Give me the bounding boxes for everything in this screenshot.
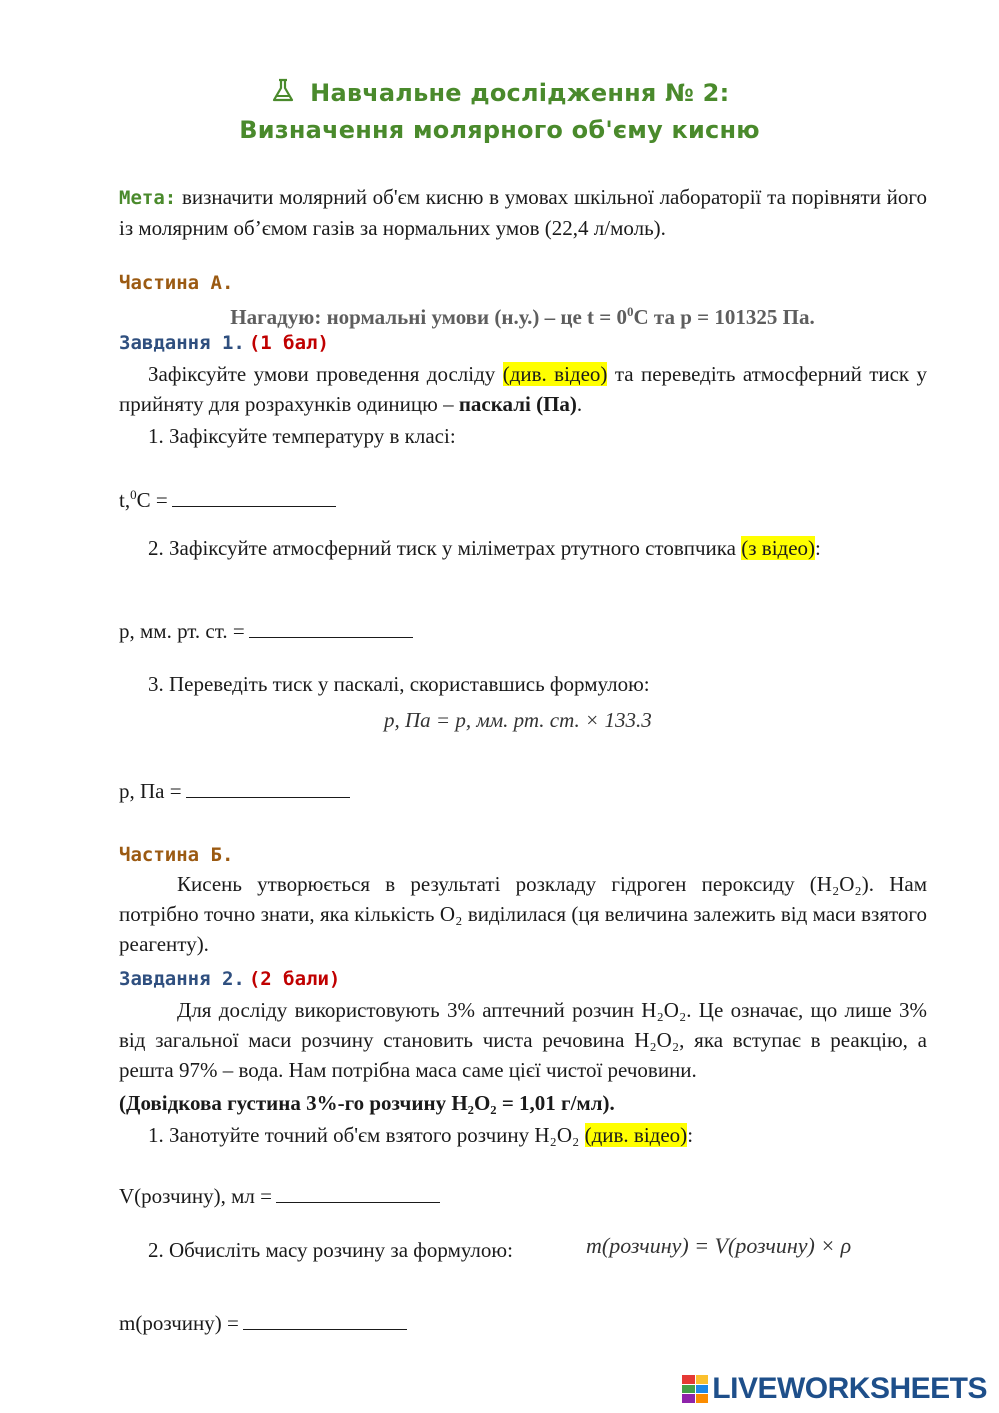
step-a2 bbox=[148, 533, 821, 563]
task2-points: (2 бали) bbox=[248, 968, 341, 990]
task2-heading bbox=[119, 968, 340, 990]
reminder-sup: 0 bbox=[626, 304, 634, 319]
part-b-heading: Частина Б. bbox=[119, 844, 234, 866]
m-label: m(розчину) = bbox=[119, 1311, 239, 1335]
logo-text: LIVEWORKSHEETS bbox=[712, 1372, 987, 1405]
goal-label: Мета: bbox=[119, 187, 177, 209]
task2-paragraph: Для досліду використовують 3% аптечний розчин H₂O₂. Це означає, що лише 3% від загальної маси розчину становить чиста речовина H₂O₂, яка вступає в реакцію, а решта 97% – вода. Нам потрібна маса саме цієї чистої речовини. bbox=[119, 998, 927, 1082]
task1-points: (1 бал) bbox=[248, 332, 329, 354]
mass-field[interactable] bbox=[119, 1308, 407, 1338]
logo-badge-icon bbox=[682, 1375, 708, 1403]
step-b2: 2. Обчисліть масу розчину за формулою: bbox=[148, 1238, 513, 1262]
goal-paragraph bbox=[119, 182, 927, 243]
step-b1-end: : bbox=[687, 1123, 694, 1147]
goal-text: визначити молярний об'єм кисню в умовах шкільної лабораторії та порівняти його із молярним об’ємом газів за нормальних умов (22,4 л/моль). bbox=[119, 185, 928, 240]
reminder-text bbox=[0, 297, 999, 332]
task1-paragraph bbox=[119, 359, 927, 419]
step-a2-text: 2. Зафіксуйте атмосферний тиск у міліметрах ртутного стовпчика bbox=[148, 536, 736, 560]
volume-field[interactable] bbox=[119, 1181, 440, 1211]
flask-icon bbox=[270, 79, 311, 107]
v-label: V(розчину), мл = bbox=[119, 1184, 272, 1208]
reminder-end: C та p = 101325 Па. bbox=[633, 305, 815, 329]
pressure-pa-field[interactable] bbox=[119, 776, 350, 806]
task2-label: Завдання 2. bbox=[119, 968, 245, 990]
step-a1: 1. Зафіксуйте температуру в класі: bbox=[148, 424, 456, 448]
temperature-input[interactable] bbox=[172, 486, 336, 507]
part-b-intro: Кисень утворюється в результаті розкладу гідроген пероксиду (H₂O₂). Нам потрібно точно знати, яка кількість O₂ виділилася (ця величина залежить від маси взятого реагенту). bbox=[119, 872, 927, 956]
p-mm-label: p, мм. рт. ст. = bbox=[119, 619, 245, 643]
step-b1 bbox=[148, 1120, 693, 1150]
step-b1-text: 1. Занотуйте точний об'єм взятого розчину H₂O₂ bbox=[148, 1123, 580, 1147]
pressure-formula: p, Па = p, мм. рт. ст. × 133.3 bbox=[384, 708, 652, 732]
t-label-b: C = bbox=[136, 488, 168, 512]
t-label-sup: 0 bbox=[130, 487, 137, 502]
page-title-line2: Визначення молярного об'єму кисню bbox=[239, 116, 760, 144]
task1-bold: паскалі (Па) bbox=[458, 392, 577, 416]
pressure-mm-field[interactable] bbox=[119, 616, 413, 646]
title-text-1: Навчальне дослідження № 2: bbox=[310, 79, 730, 107]
p-pa-label: p, Па = bbox=[119, 779, 182, 803]
step-a2-end: : bbox=[815, 536, 821, 560]
step-a2-highlight: (з відео) bbox=[741, 536, 816, 560]
pressure-mm-input[interactable] bbox=[249, 617, 413, 638]
pressure-pa-input[interactable] bbox=[186, 777, 350, 798]
task1-video-highlight: (див. відео) bbox=[502, 362, 608, 386]
page-title-line1 bbox=[0, 78, 999, 107]
part-a-heading: Частина А. bbox=[119, 272, 234, 294]
reminder-main: Нагадую: нормальні умови (н.у.) – це t = 0 bbox=[230, 305, 627, 329]
temperature-field[interactable] bbox=[119, 480, 336, 515]
step-b1-highlight: (див. відео) bbox=[584, 1123, 688, 1147]
task1-label: Завдання 1. bbox=[119, 332, 245, 354]
t-label-a: t, bbox=[119, 488, 131, 512]
task1-text-b: та переведіть атмосферний тиск у прийняту для розрахунків одиницю – bbox=[119, 362, 928, 416]
mass-input[interactable] bbox=[243, 1309, 407, 1330]
density-note: (Довідкова густина 3%-го розчину H₂O₂ = 1,01 г/мл). bbox=[119, 1091, 615, 1115]
step-a3: 3. Переведіть тиск у паскалі, скориставшись формулою: bbox=[148, 672, 650, 696]
task1-end: . bbox=[576, 392, 583, 416]
task1-heading bbox=[119, 332, 329, 354]
mass-formula: m(розчину) = V(розчину) × ρ bbox=[586, 1233, 852, 1258]
task1-text-a: Зафіксуйте умови проведення досліду bbox=[148, 362, 496, 386]
liveworksheets-logo[interactable] bbox=[682, 1374, 987, 1404]
volume-input[interactable] bbox=[276, 1182, 440, 1203]
